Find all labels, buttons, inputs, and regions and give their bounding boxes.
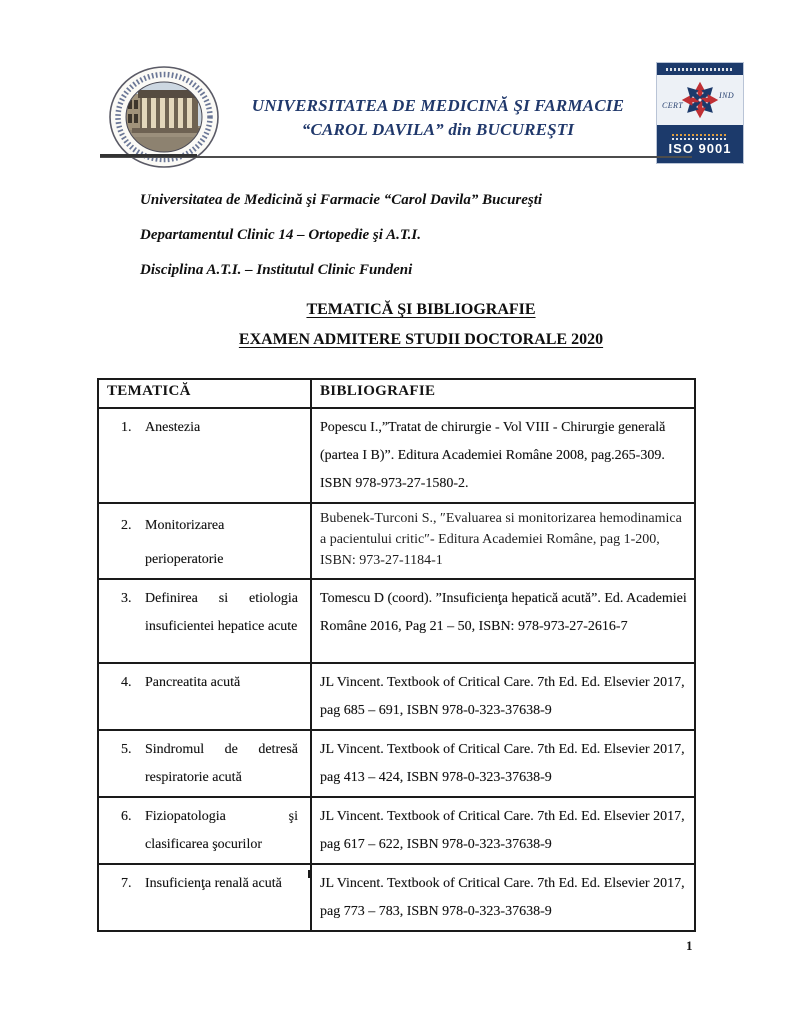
- topic-cell: [98, 730, 311, 797]
- table-row: [98, 864, 695, 931]
- page-number: 1: [686, 938, 693, 953]
- bibliography-cell: [311, 864, 695, 931]
- institution-line-university: Universitatea de Medicină şi Farmacie “Carol Davila” Bucureşti: [140, 192, 543, 208]
- topic-number: 7.: [121, 876, 132, 891]
- bibliography-text: JL Vincent. Textbook of Critical Care. 7th Ed. Ed. Elsevier 2017, pag 773 – 783, ISBN 978-0-323-37638-9: [320, 876, 685, 919]
- topic-number: 4.: [121, 675, 132, 690]
- document-title-line1: TEMATICĂ ŞI BIBLIOGRAFIE: [306, 301, 536, 318]
- iso-badge-top-bar: [657, 63, 743, 75]
- ind-label: IND: [719, 91, 734, 100]
- bibliography-text: JL Vincent. Textbook of Critical Care. 7th Ed. Ed. Elsevier 2017, pag 413 – 424, ISBN 978-0-323-37638-9: [320, 742, 685, 785]
- table-row: [98, 663, 695, 730]
- topic-text: Definirea si etiologia insuficientei hepatice acute: [145, 591, 298, 634]
- bibliography-cell: [311, 730, 695, 797]
- iso-9001-label: ISO 9001: [668, 141, 732, 156]
- cert-label: CERT: [662, 101, 684, 110]
- topic-text: Anestezia: [145, 420, 201, 435]
- header-divider-line-thick: [100, 154, 197, 157]
- table-header-row: [98, 379, 695, 408]
- topic-number: 5.: [121, 742, 132, 757]
- certind-pinwheel-icon: [657, 75, 743, 125]
- topic-number: 6.: [121, 809, 132, 824]
- topic-text: Pancreatita acută: [145, 675, 241, 690]
- topic-cell: [98, 864, 311, 931]
- table-row: [98, 408, 695, 503]
- table-row: [98, 503, 695, 579]
- document-title: [97, 295, 745, 355]
- topic-cell: [98, 503, 311, 579]
- topic-cell: [98, 663, 311, 730]
- topic-number: 1.: [121, 420, 132, 435]
- topic-cell: [98, 579, 311, 663]
- table-row: [98, 797, 695, 864]
- topic-text: Fiziopatologia şi clasificarea şocurilor: [145, 809, 298, 852]
- table-header-bibliografie: BIBLIOGRAFIE: [311, 379, 695, 408]
- university-name-line2: “CAROL DAVILA” din BUCUREŞTI: [301, 120, 575, 139]
- institution-block: [140, 183, 542, 288]
- bibliography-cell: [311, 797, 695, 864]
- bibliography-text: JL Vincent. Textbook of Critical Care. 7th Ed. Ed. Elsevier 2017, pag 685 – 691, ISBN 978-0-323-37638-9: [320, 675, 685, 718]
- topic-cell: [98, 408, 311, 503]
- table-row: [98, 730, 695, 797]
- bibliography-cell: [311, 579, 695, 663]
- topic-number: 3.: [121, 591, 132, 606]
- topic-text: Insuficienţa renală acută: [145, 876, 282, 891]
- table-row: [98, 579, 695, 663]
- institution-line-discipline: Disciplina A.T.I. – Institutul Clinic Fundeni: [140, 262, 413, 278]
- bibliography-text: Popescu I.,”Tratat de chirurgie - Vol VIII - Chirurgie generală (partea I B)”. Editura Academiei Române 2008, pag.265-309. ISBN 978-973-27-1580-2.: [320, 420, 666, 491]
- document-title-line2: EXAMEN ADMITERE STUDII DOCTORALE 2020: [238, 331, 604, 348]
- bibliography-table: [97, 378, 696, 932]
- topic-cell: [98, 797, 311, 864]
- university-name-line1: UNIVERSITATEA DE MEDICINĂ ŞI FARMACIE: [251, 96, 625, 115]
- bibliography-text: Bubenek-Turconi S., ″Evaluarea si monitorizarea hemodinamica a pacientului critic″- Editura Academiei Române, pag 1-200, ISBN: 973-27-1184-1: [320, 511, 682, 568]
- bibliography-text: Tomescu D (coord). ”Insuficienţa hepatică acută”. Ed. Academiei Române 2016, Pag 21 – 50, ISBN: 978-973-27-2616-7: [320, 591, 687, 634]
- bibliography-cell: [311, 663, 695, 730]
- topic-text: Monitorizarea perioperatorie: [145, 518, 225, 567]
- institution-line-department: Departamentul Clinic 14 – Ortopedie şi A.T.I.: [140, 227, 421, 243]
- iso-9001-badge: [656, 62, 744, 164]
- table-divider-tail: [308, 870, 310, 878]
- university-name: [226, 94, 650, 142]
- topic-number: 2.: [121, 518, 132, 533]
- topic-text: Sindromul de detresă respiratorie acută: [145, 742, 298, 785]
- table-header-tematica: TEMATICĂ: [98, 379, 311, 408]
- bibliography-text: JL Vincent. Textbook of Critical Care. 7th Ed. Ed. Elsevier 2017, pag 617 – 622, ISBN 978-0-323-37638-9: [320, 809, 685, 852]
- bibliography-cell: [311, 503, 695, 579]
- bibliography-cell: [311, 408, 695, 503]
